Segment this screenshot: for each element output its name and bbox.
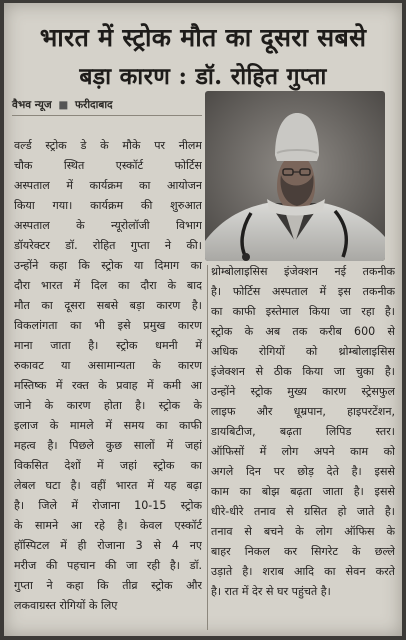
article-line: तनाव से बचने के लोग ऑफिस के [211,525,395,538]
article-line: महत्व है। पिछले कुछ सालों में जहां [14,439,202,452]
article-line: स्ट्रोक के अब तक करीब 600 से [211,325,395,338]
byline-source: वैभव न्यूज [12,99,52,111]
article-line: बाहर निकल कर सिगरेट के छल्ले [211,545,395,558]
article-line: अस्पताल में कार्यक्रम का आयोजन [14,179,202,192]
article-line: है। जिले में रोजाना 10-15 स्ट्रोक [14,499,202,512]
article-line: अगले दिन पर छोड़ देते है। इससे [211,465,395,478]
article-line: लकवाग्रस्त रोगियों के लिए [14,599,118,612]
byline-rule [12,115,202,116]
article-line: लाइफ और धूम्रपान, हाइपरटेंशन, [211,405,395,418]
article-line: मरीज की पहचान की जा रही है। डॉ. [14,559,202,572]
article-line: धीरे-धीरे तनाव से ग्रसित हो जाते है। [211,505,395,518]
article-line: है। रात में देर से घर पहुंचते है। [211,585,331,598]
article-line: इंजेक्शन से ठीक किया जा चुका है। [211,365,395,378]
article-line: डॉयरेक्टर डॉ. रोहित गुप्ता ने की। [14,239,202,252]
article-line: डायबिटीज, बढ़ता लिपिड स्तर। [211,425,395,438]
article-line: चौक स्थित एस्कॉर्ट फोर्टिस [14,159,202,172]
doctor-portrait-image [205,91,385,261]
article-line: विकलांगता का भी इसे प्रमुख कारण [14,319,202,332]
article-line: अधिक रोगियों को थ्रोम्बोलाइसिस [211,345,395,358]
article-column-left [14,136,202,616]
article-line: उन्होंने स्ट्रोक मुख्य कारण स्ट्रेसफुल [211,385,395,398]
article-column-right [211,262,395,602]
article-line: के सामने आ रहे है। केवल एस्कॉर्ट [14,519,202,532]
article-line: विकसित देशों में जहां स्ट्रोक का [14,459,202,472]
column-divider [207,265,208,630]
headline-line-2: बड़ा कारण : डॉ. रोहित गुप्ता [79,63,327,90]
article-line: रुकावट या असामान्यता के कारण [14,359,202,372]
article-line: थ्रोम्बोलाइसिस इंजेक्शन नई तकनीक [211,265,395,278]
article-line: जाने के कारण होता है। स्ट्रोक के [14,399,202,412]
article-line: हॉस्पिटल में ही रोजाना 3 से 4 नए [14,539,202,552]
article-line: किया गया। कार्यक्रम की शुरुआत [14,199,202,212]
article-line: दौरा भारत में दिल का दौरा के बाद [14,279,202,292]
article-line: मौत का दूसरा सबसे बड़ा कारण है। [14,299,202,312]
article-line: वर्ल्ड स्ट्रोक डे के मौके पर नीलम [14,139,202,152]
article-line: है। फोर्टिस अस्पताल में इस तकनीक [211,285,395,298]
byline-separator: ■ [58,99,69,111]
article-line: माना जाता है। स्ट्रोक धमनी में [14,339,202,352]
article-line: अस्पताल के न्यूरोलॉजी विभाग [14,219,202,232]
article-line: इलाज के मामले में समय का काफी [14,419,202,432]
article-line: ऑफिसों में लोग अपने काम को [211,445,395,458]
article-line: काम का बोझ बढ़ता जाता है। इससे [211,485,395,498]
article-line: उड़ाते है। शराब आदि का सेवन करते [211,565,395,578]
article-line: का काफी इस्तेमाल किया जा रहा है। [211,305,395,318]
byline [12,98,113,112]
byline-place: फरीदाबाद [74,99,113,111]
doctor-photo [205,91,385,261]
article-line: लेबल घटा है। वहीं भारत में यह बढ़ा [14,479,202,492]
article-line: उन्होंने कहा कि स्ट्रोक या दिमाग का [14,259,202,272]
article-line: मस्तिष्क में रक्त के प्रवाह में कमी आ [14,379,202,392]
headline-line-1: भारत में स्ट्रोक मौत का दूसरा सबसे [39,23,367,52]
article-line: गुप्ता ने कहा कि तीव्र स्ट्रोक और [14,579,202,592]
